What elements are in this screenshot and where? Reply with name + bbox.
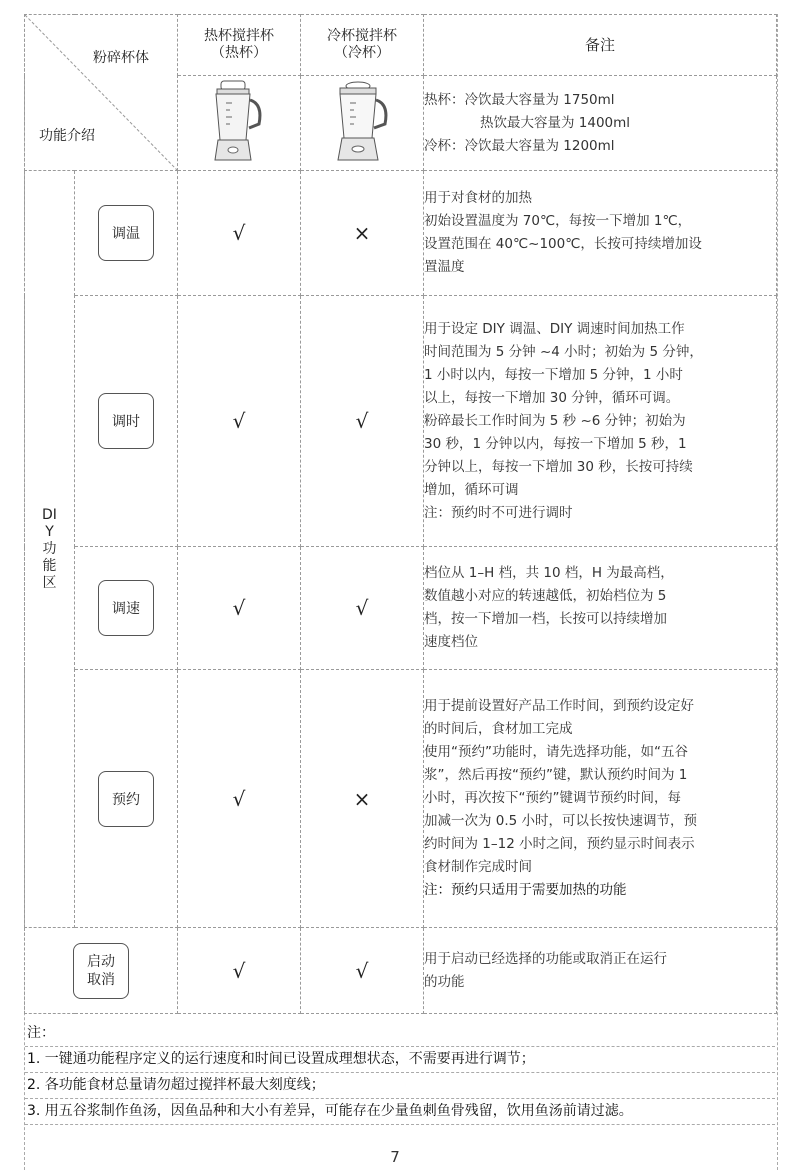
start-cancel-button[interactable]: 启动 取消	[73, 943, 129, 999]
time-remark: 用于设定 DIY 调温、DIY 调速时间加热工作 时间范围为 5 分钟 ~4 小时；初始为 5 分钟， 1 小时以内，每按一下增加 5 分钟，1 小时 以上，每按一下增加 30 分钟，循环可调。 粉碎最长工作时间为 5 秒 ~6 分钟；初始为 30 秒，1 分钟以内，每按一下增加 5 秒，1 分钟以上，每按一下增加 30 秒，长按可持续 增加，循环可调 注：预约时不可进行调时	[424, 296, 777, 547]
speed-button-cell	[75, 547, 178, 670]
speed-remark: 档位从 1–H 档，共 10 档，H 为最高档， 数值越小对应的转速越低，初始档位为 5 档，按一下增加一档，长按可以持续增加 速度档位	[424, 547, 777, 670]
temp-hot-mark: √	[178, 171, 301, 296]
temp-remark: 用于对食材的加热 初始设置温度为 70℃，每按一下增加 1℃， 设置范围在 40℃~100℃，长按可持续增加设 置温度	[424, 171, 777, 296]
start-button-cell	[25, 928, 178, 1014]
hot-cup-header: 热杯搅拌杯 （热杯）	[178, 15, 301, 76]
schedule-cold-mark: ×	[301, 670, 424, 928]
cold-cup-header: 冷杯搅拌杯 （冷杯）	[301, 15, 424, 76]
schedule-hot-mark: √	[178, 670, 301, 928]
temp-button[interactable]: 调温	[98, 205, 154, 261]
capacity-remark: 热杯：冷饮最大容量为 1750ml 热饮最大容量为 1400ml 冷杯：冷饮最大容量为 1200ml	[424, 76, 777, 171]
temp-cold-mark: ×	[301, 171, 424, 296]
hot-cup-image-cell	[178, 76, 301, 171]
time-button-cell	[75, 296, 178, 547]
page-number: 7	[390, 1148, 400, 1166]
hot-cup-image	[199, 78, 279, 164]
speed-hot-mark: √	[178, 547, 301, 670]
cold-cup-image-cell	[301, 76, 424, 171]
note-item: 1. 一键通功能程序定义的运行速度和时间已设置成理想状态，不需要再进行调节；	[25, 1047, 775, 1073]
schedule-button[interactable]: 预约	[98, 771, 154, 827]
start-remark: 用于启动已经选择的功能或取消正在运行 的功能	[424, 928, 777, 1014]
start-cold-mark: √	[301, 928, 424, 1014]
remarks-header: 备注	[424, 15, 777, 76]
cold-cup-image	[322, 78, 402, 164]
speed-button[interactable]: 调速	[98, 580, 154, 636]
temp-button-cell	[75, 171, 178, 296]
notes-section	[25, 1021, 775, 1125]
corner-bottom-label: 功能介绍	[39, 128, 95, 144]
start-hot-mark: √	[178, 928, 301, 1014]
speed-cold-mark: √	[301, 547, 424, 670]
time-hot-mark: √	[178, 296, 301, 547]
time-cold-mark: √	[301, 296, 424, 547]
notes-title: 注：	[25, 1021, 775, 1047]
corner-top-label: 粉碎杯体	[93, 50, 149, 66]
note-item: 2. 各功能食材总量请勿超过搅拌杯最大刻度线；	[25, 1073, 775, 1099]
diagonal-line	[25, 15, 178, 171]
note-item: 3. 用五谷浆制作鱼汤，因鱼品种和大小有差异，可能存在少量鱼刺鱼骨残留，饮用鱼汤前请过滤。	[25, 1099, 775, 1125]
corner-cell	[25, 15, 178, 171]
time-button[interactable]: 调时	[98, 393, 154, 449]
schedule-button-cell	[75, 670, 178, 928]
diy-section-label: DIY功能区	[25, 171, 75, 928]
function-table	[24, 14, 777, 1014]
schedule-remark: 用于提前设置好产品工作时间，到预约设定好 的时间后，食材加工完成 使用“预约”功能时，请先选择功能，如“五谷 浆”，然后再按“预约”键，默认预约时间为 1 小时，再次按下“预约”键调节预约时间，每 加减一次为 0.5 小时，可以长按快速调节，预 约时间为 1–12 小时之间，预约显示时间表示 食材制作完成时间 注：预约只适用于需要加热的功能	[424, 670, 777, 928]
